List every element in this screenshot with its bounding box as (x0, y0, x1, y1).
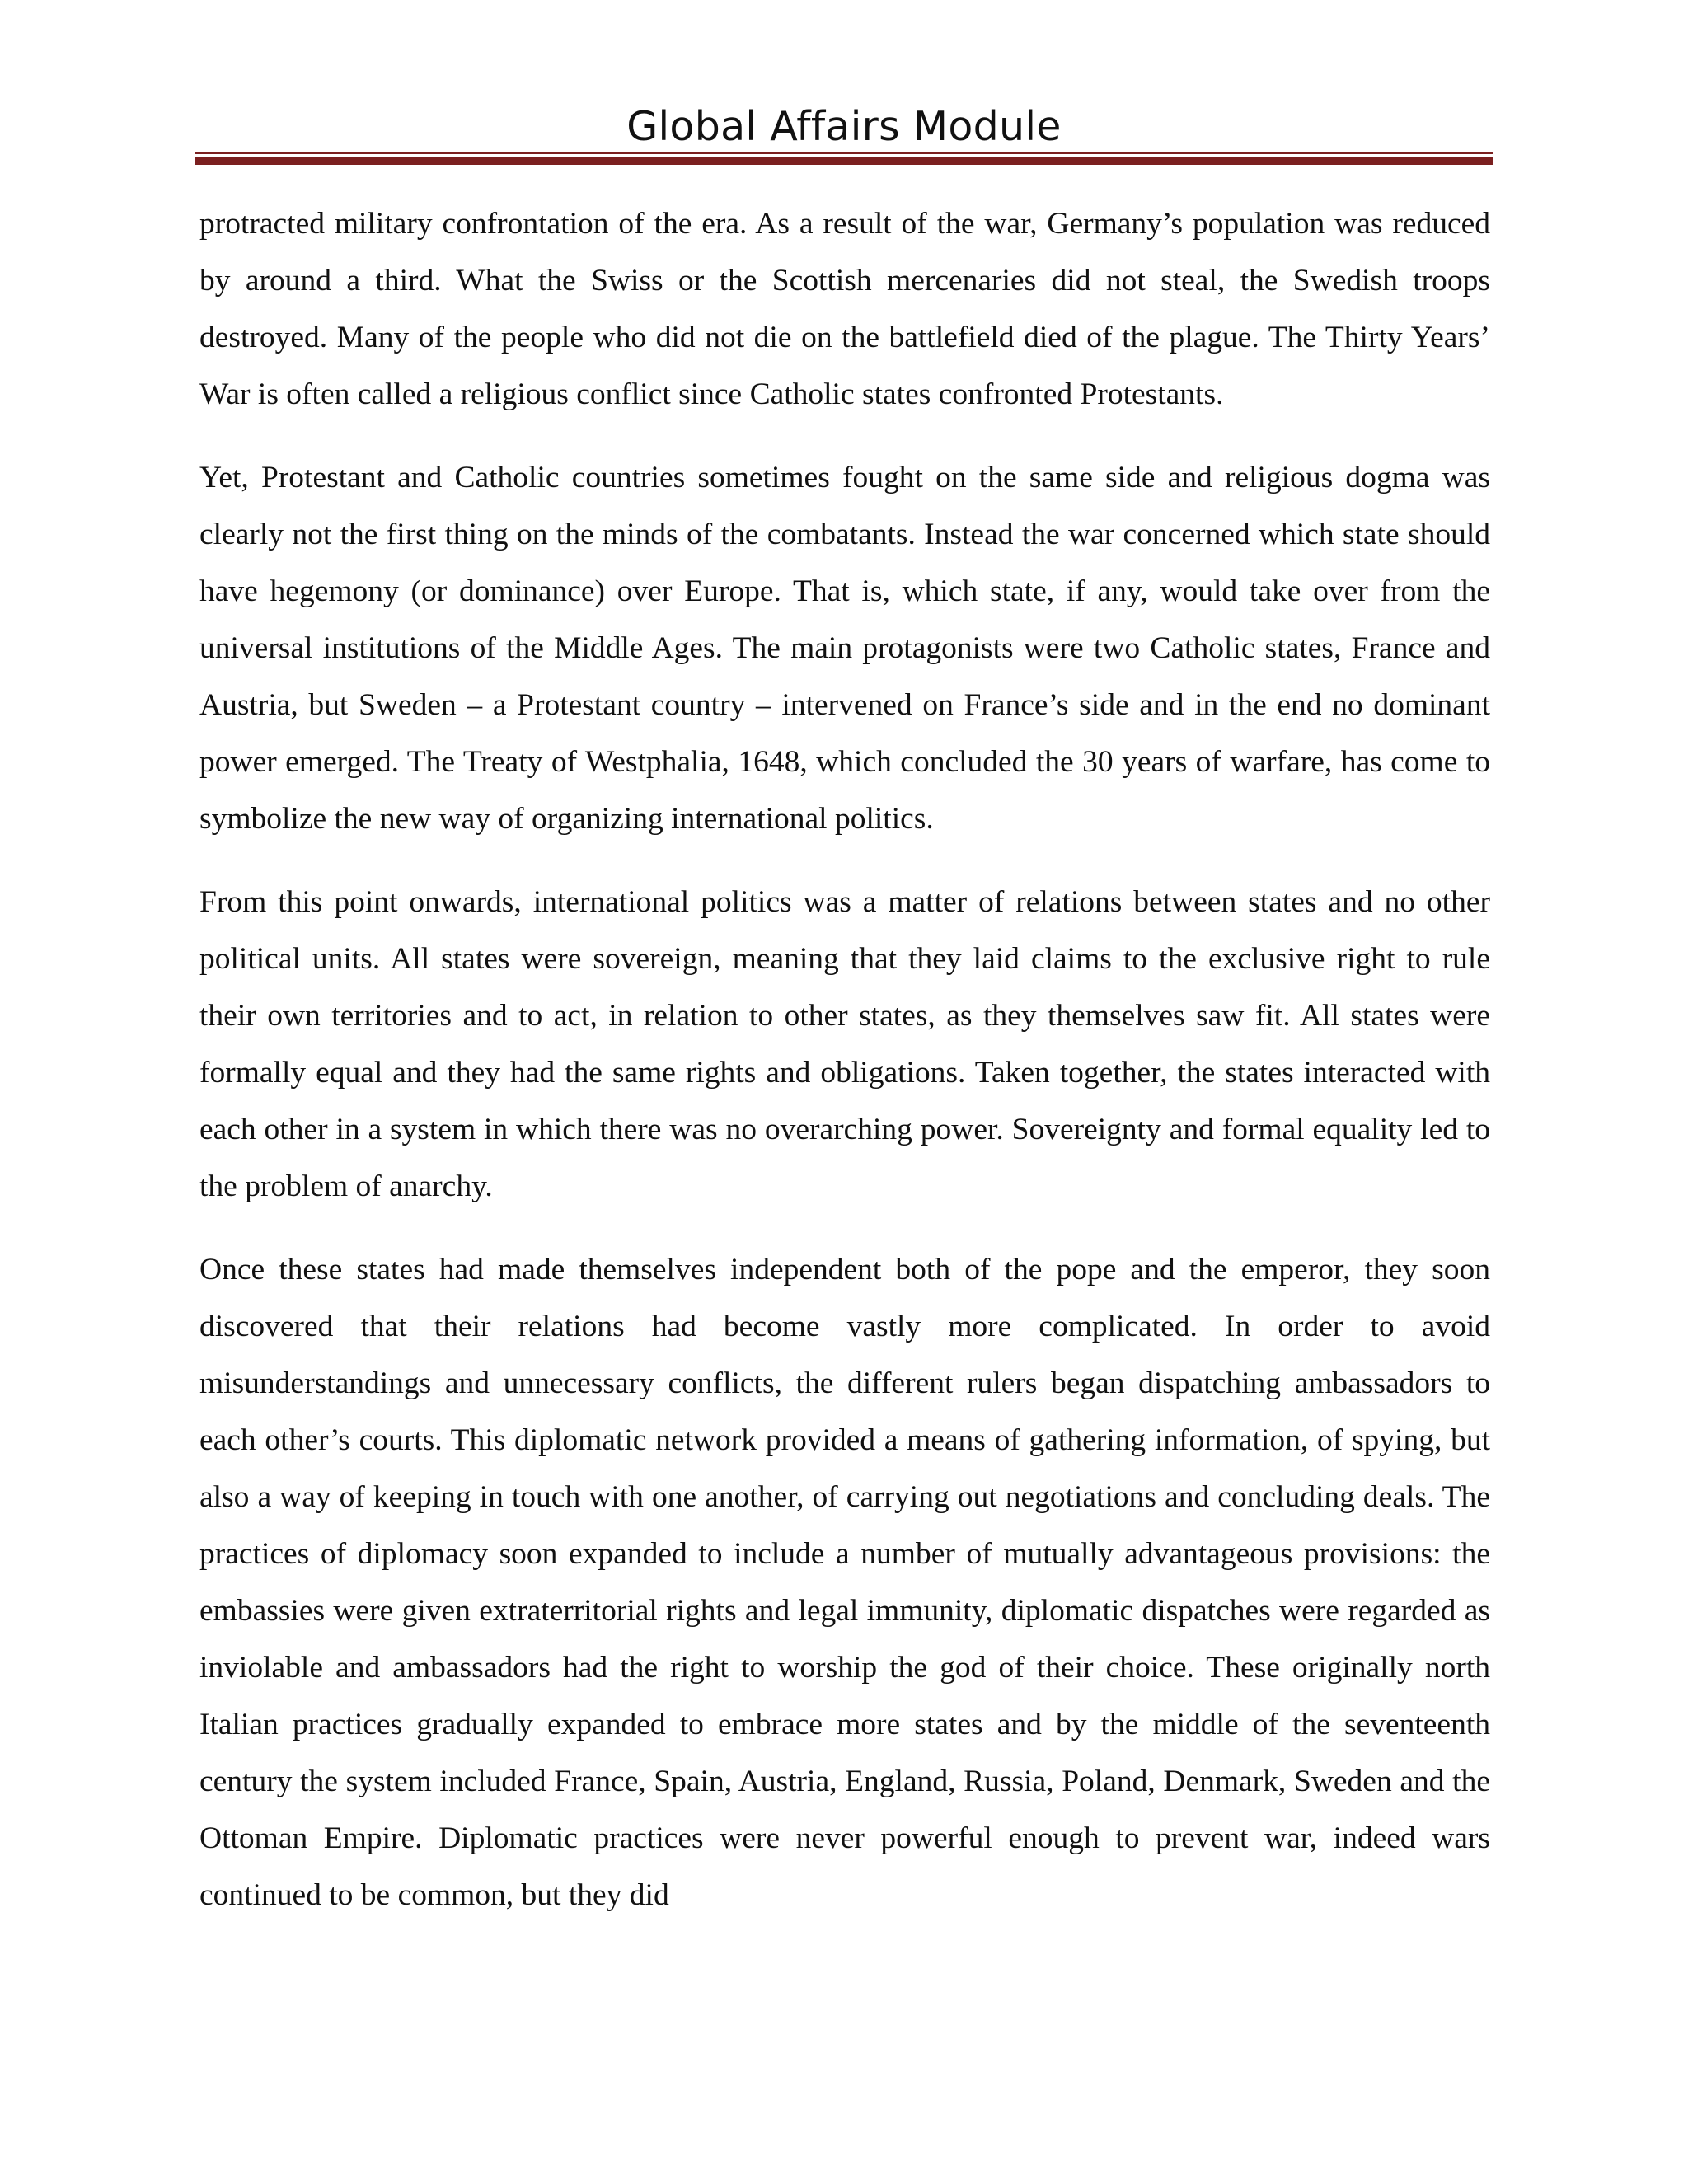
paragraph-2: Yet, Protestant and Catholic countries sometimes fought on the same side and religious dogma was clearly not the first thing on the minds of the combatants. Instead the war concerned which state should have hegemony (or dominance) over Europe. That is, which state, if any, would take over from the universal institutions of the Middle Ages. The main protagonists were two Catholic states, France and Austria, but Sweden – a Protestant country – intervened on France’s side and in the end no dominant power emerged. The Treaty of Westphalia, 1648, which concluded the 30 years of warfare, has come to symbolize the new way of organizing international politics. (199, 461, 1490, 836)
header-rule-thick (195, 157, 1493, 165)
paragraph-3: From this point onwards, international politics was a matter of relations between states and no other political units. All states were sovereign, meaning that they laid claims to the exclusive right to rule their own territories and to act, in relation to other states, as they themselves saw fit. All states were formally equal and they had the same rights and obligations. Taken together, the states interacted with each other in a system in which there was no overarching power. Sovereignty and formal equality led to the problem of anarchy. (199, 885, 1490, 1203)
body-text (199, 195, 1490, 1950)
header-rule-thin (195, 152, 1493, 154)
paragraph-1: protracted military confrontation of the era. As a result of the war, Germany’s population was reduced by around a third. What the Swiss or the Scottish mercenaries did not steal, the Swedish troops destroyed. Many of the people who did not die on the battlefield died of the plague. The Thirty Years’ War is often called a religious conflict since Catholic states confronted Protestants. (199, 207, 1490, 411)
page-header-title: Global Affairs Module (626, 103, 1062, 150)
paragraph-4: Once these states had made themselves independent both of the pope and the emperor, they soon discovered that their relations had become vastly more complicated. In order to avoid misunderstandings and unnecessary conflicts, the different rulers began dispatching ambassadors to each other’s courts. This diplomatic network provided a means of gathering information, of spying, but also a way of keeping in touch with one another, of carrying out negotiations and concluding deals. The practices of diplomacy soon expanded to include a number of mutually advantageous provisions: the embassies were given extraterritorial rights and legal immunity, diplomatic dispatches were regarded as inviolable and ambassadors had the right to worship the god of their choice. These originally north Italian practices gradually expanded to embrace more states and by the middle of the seventeenth century the system included France, Spain, Austria, England, Russia, Poland, Denmark, Sweden and the Ottoman Empire. Diplomatic practices were never powerful enough to prevent war, indeed wars continued to be common, but they did (199, 1253, 1490, 1912)
